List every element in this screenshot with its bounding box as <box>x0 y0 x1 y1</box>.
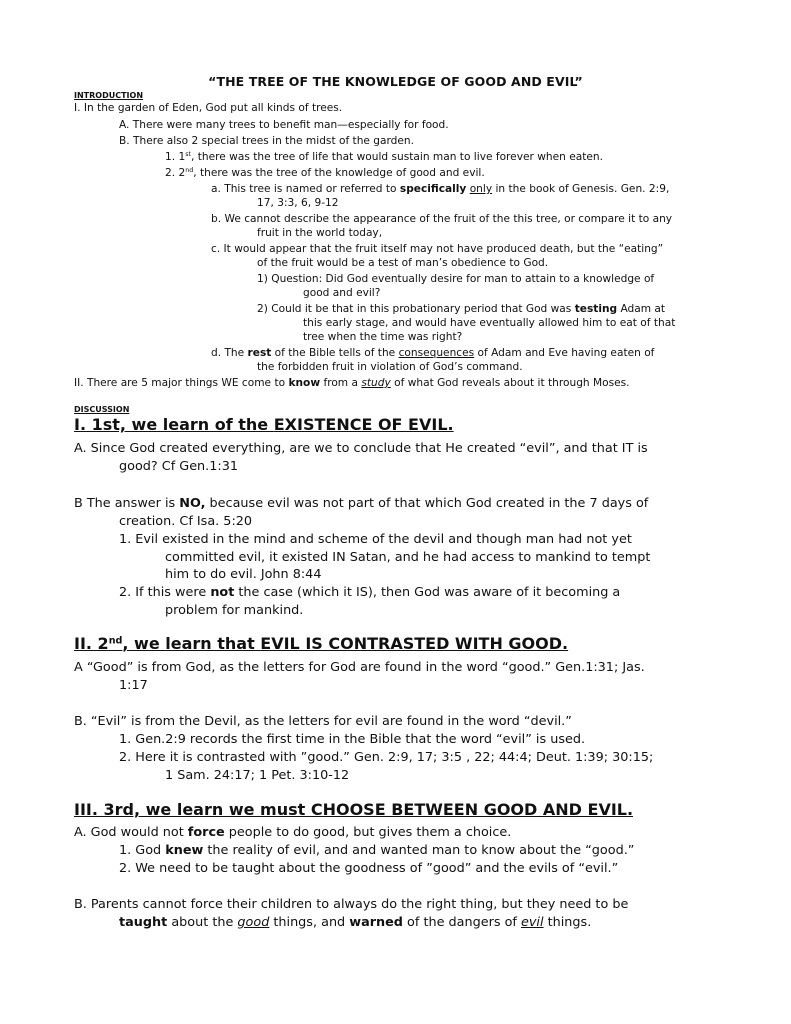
section3-point-a2: 2. We need to be taught about the goodness of ”good” and the evils of “evil.” <box>119 861 619 876</box>
section3-point-a: A. God would not force people to do good, but gives them a choice. <box>74 825 512 840</box>
section1-point-a: A. Since God created everything, are we to conclude that He created “evil”, and that IT is <box>74 441 648 456</box>
section2-point-b2: 2. Here it is contrasted with ”good.” Gen. 2:9, 17; 3:5 , 22; 44:4; Deut. 1:39; 30:15; <box>119 750 654 765</box>
section2-point-b2-cont: 1 Sam. 24:17; 1 Pet. 3:10-12 <box>165 768 350 783</box>
section1-point-b1-cont2: him to do evil. John 8:44 <box>165 567 322 582</box>
section3-point-a1: 1. God knew the reality of evil, and and wanted man to know about the “good.” <box>119 843 635 858</box>
section-heading-2: II. 2nd, we learn that EVIL IS CONTRASTED WITH GOOD. <box>74 634 569 653</box>
discussion-heading: DISCUSSION <box>74 405 130 414</box>
section-heading-3: III. 3rd, we learn we must CHOOSE BETWEEN GOOD AND EVIL. <box>74 800 634 819</box>
intro-question-1: 1) Question: Did God eventually desire for man to attain to a knowledge of <box>257 273 655 285</box>
intro-question-2-cont2: tree when the time was right? <box>303 331 463 343</box>
intro-point-2d-cont: the forbidden fruit in violation of God’s command. <box>257 361 523 373</box>
section2-point-b: B. “Evil” is from the Devil, as the letters for evil are found in the word “devil.” <box>74 714 572 729</box>
section3-point-b-cont: taught about the good things, and warned of the dangers of evil things. <box>119 915 592 930</box>
intro-point-2b-cont: fruit in the world today, <box>257 227 383 239</box>
section1-point-b: B The answer is NO, because evil was not part of that which God created in the 7 days of <box>74 496 649 511</box>
document-title: “THE TREE OF THE KNOWLEDGE OF GOOD AND EVIL” <box>208 74 583 89</box>
intro-point-2: 2. 2nd, there was the tree of the knowledge of good and evil. <box>165 167 485 179</box>
intro-point-2c: c. It would appear that the fruit itself may not have produced death, but the “eating” <box>211 243 664 255</box>
intro-point-1: 1. 1st, there was the tree of life that would sustain man to live forever when eaten. <box>165 151 603 163</box>
section1-point-a-cont: good? Cf Gen.1:31 <box>119 459 238 474</box>
section-heading-1: I. 1st, we learn of the EXISTENCE OF EVIL. <box>74 415 454 434</box>
intro-point-2a: a. This tree is named or referred to specifically only in the book of Genesis. Gen. 2:9, <box>211 183 670 195</box>
intro-point-2b: b. We cannot describe the appearance of the fruit of the this tree, or compare it to any <box>211 213 673 225</box>
section1-point-b2-cont: problem for mankind. <box>165 603 304 618</box>
intro-point-b: B. There also 2 special trees in the midst of the garden. <box>119 135 415 147</box>
intro-point-2c-cont: of the fruit would be a test of man’s obedience to God. <box>257 257 549 269</box>
intro-point-2a-cont: 17, 3:3, 6, 9-12 <box>257 197 339 209</box>
section1-point-b2: 2. If this were not the case (which it IS), then God was aware of it becoming a <box>119 585 621 600</box>
section2-point-a: A “Good” is from God, as the letters for God are found in the word “good.” Gen.1:31; Jas. <box>74 660 645 675</box>
section1-point-b-cont: creation. Cf Isa. 5:20 <box>119 514 253 529</box>
intro-question-2: 2) Could it be that in this probationary period that God was testing Adam at <box>257 303 666 315</box>
intro-point-i: I. In the garden of Eden, God put all kinds of trees. <box>74 102 343 114</box>
section2-point-b1: 1. Gen.2:9 records the first time in the Bible that the word “evil” is used. <box>119 732 586 747</box>
intro-question-1-cont: good and evil? <box>303 287 381 299</box>
intro-point-ii: II. There are 5 major things WE come to know from a study of what God reveals about it through Moses. <box>74 377 630 389</box>
section3-point-b: B. Parents cannot force their children to always do the right thing, but they need to be <box>74 897 629 912</box>
introduction-heading: INTRODUCTION <box>74 91 144 100</box>
section1-point-b1-cont1: committed evil, it existed IN Satan, and he had access to mankind to tempt <box>165 550 651 565</box>
intro-question-2-cont1: this early stage, and would have eventually allowed him to eat of that <box>303 317 676 329</box>
section2-point-a-cont: 1:17 <box>119 678 148 693</box>
intro-point-2d: d. The rest of the Bible tells of the consequences of Adam and Eve having eaten of <box>211 347 655 359</box>
intro-point-a: A. There were many trees to benefit man—especially for food. <box>119 119 449 131</box>
section1-point-b1: 1. Evil existed in the mind and scheme of the devil and though man had not yet <box>119 532 632 547</box>
